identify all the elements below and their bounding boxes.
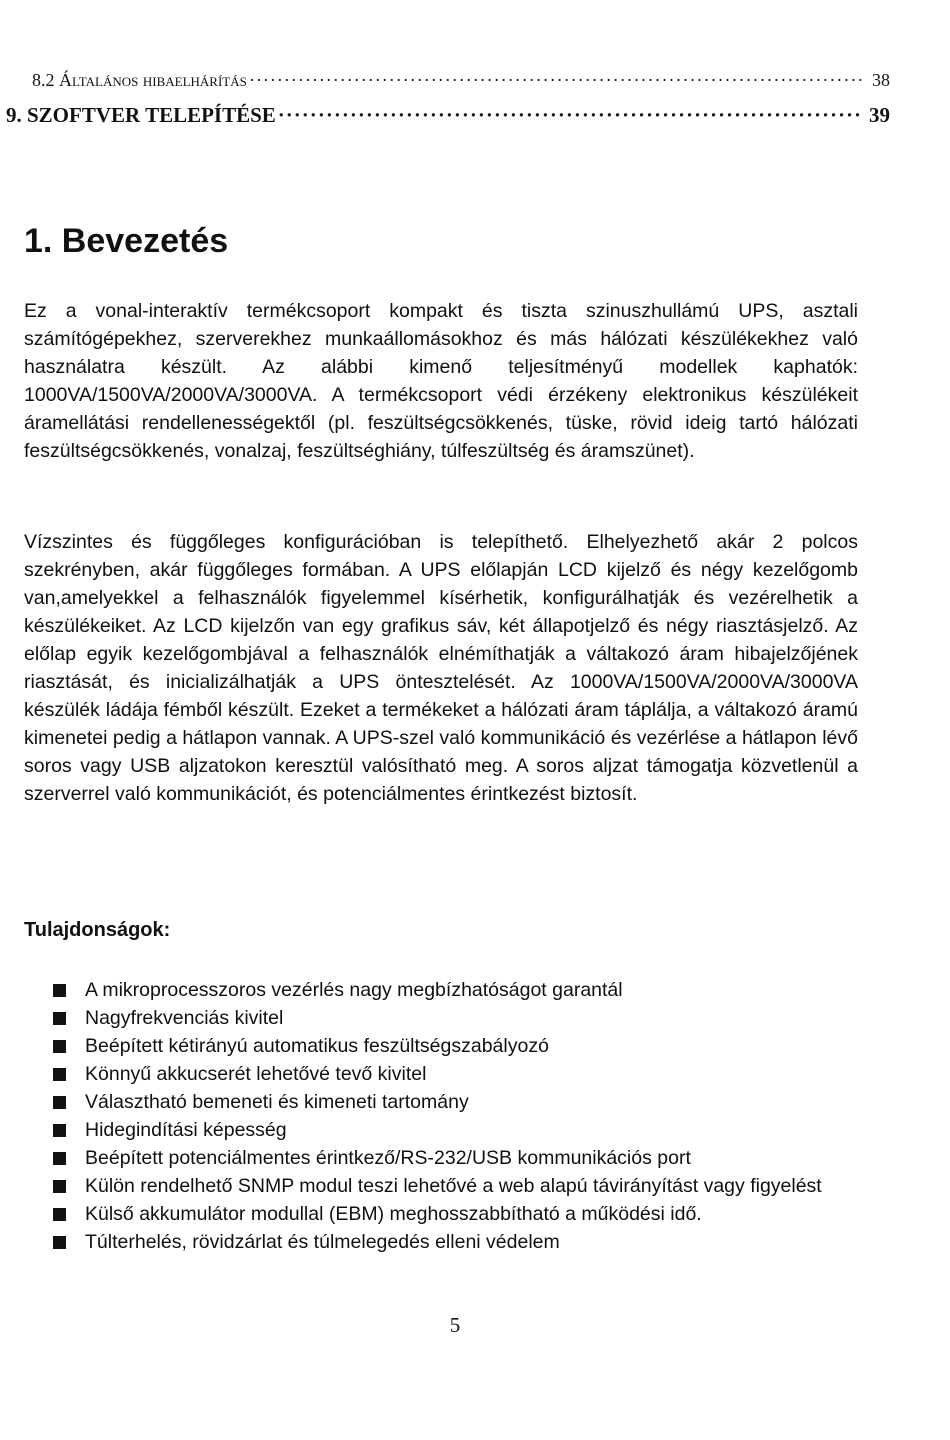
list-item	[50, 1060, 895, 1088]
feature-text: Hidegindítási képesség	[85, 1119, 287, 1141]
square-bullet-icon	[53, 1040, 66, 1053]
section-title: 1. Bevezetés	[24, 222, 229, 260]
feature-text: Beépített potenciálmentes érintkező/RS-232/USB kommunikációs port	[85, 1147, 691, 1169]
feature-text: Külső akkumulátor modullal (EBM) meghosszabbítható a működési idő.	[85, 1203, 702, 1225]
list-item	[50, 1172, 895, 1200]
list-item	[50, 1004, 895, 1032]
page-number: 5	[449, 1313, 461, 1337]
description-paragraph: Vízszintes és függőleges konfigurációban is telepíthető. Elhelyezhető akár 2 polcos szekrényben, akár függőleges formában. A UPS előlapján LCD kijelző és négy kezelőgomb van,amelyekkel a felhasználók figyelemmel kísérhetik, konfigurálhatják és vezérelhetik a készülékeiket. Az LCD kijelzőn van egy grafikus sáv, két állapotjelző és négy riasztásjelző. Az előlap egyik kezelőgombjával a felhasználók elnémíthatják a váltakozó áram hibajelzőjének riasztását, és inicializálhatják a UPS öntesztelését. Az 1000VA/1500VA/2000VA/3000VA készülék ládája fémből készült. Ezeket a termékeket a hálózati áram táplálja, a váltakozó áramú kimenetei pedig a hátlapon vannak. A UPS-szel való kommunikáció és vezérlése a hátlapon lévő soros vagy USB aljzatokon keresztül valósítható meg. A soros aljzat támogatja közvetlenül a szerverrel való kommunikációt, és potenciálmentes érintkezést biztosít.	[24, 531, 858, 805]
square-bullet-icon	[53, 1152, 66, 1165]
toc-entry-general-troubleshooting[interactable]	[32, 70, 890, 91]
feature-text: Nagyfrekvenciás kivitel	[85, 1007, 284, 1029]
toc-entry-title: 9. SZOFTVER TELEPÍTÉSE	[6, 103, 276, 127]
list-item	[50, 1032, 895, 1060]
toc-entry-page: 38	[872, 70, 890, 90]
list-item	[50, 1228, 895, 1256]
square-bullet-icon	[53, 1068, 66, 1081]
square-bullet-icon	[53, 1236, 66, 1249]
features-heading: Tulajdonságok:	[24, 919, 171, 941]
list-item	[50, 1088, 895, 1116]
feature-text: A mikroprocesszoros vezérlés nagy megbízhatóságot garantál	[85, 979, 623, 1001]
square-bullet-icon	[53, 984, 66, 997]
list-item	[50, 1116, 895, 1144]
list-item	[50, 1144, 895, 1172]
toc-dot-leader	[249, 70, 866, 91]
toc-entry-software-install[interactable]	[6, 103, 890, 128]
feature-text: Könnyű akkucserét lehetővé tevő kivitel	[85, 1063, 427, 1085]
square-bullet-icon	[53, 1012, 66, 1025]
toc-dot-leader	[278, 103, 863, 128]
features-list	[50, 976, 895, 1256]
feature-text: Választható bemeneti és kimeneti tartomány	[85, 1091, 469, 1113]
list-item	[50, 1200, 895, 1228]
square-bullet-icon	[53, 1124, 66, 1137]
intro-paragraph: Ez a vonal-interaktív termékcsoport kompakt és tiszta szinuszhullámú UPS, asztali számítógépekhez, szerverekhez munkaállomásokhoz és más hálózati készülékekhez való használatra készült. Az alábbi kimenő teljesítményű modellek kaphatók: 1000VA/1500VA/2000VA/3000VA. A termékcsoport védi érzékeny elektronikus készülékeit áramellátási rendellenességektől (pl. feszültségcsökkenés, tüske, rövid ideig tartó hálózati feszültségcsökkenés, vonalzaj, feszültséghiány, túlfeszültség és áramszünet).	[24, 300, 858, 462]
feature-text: Külön rendelhető SNMP modul teszi lehetővé a web alapú távirányítást vagy figyelést	[85, 1175, 822, 1197]
list-item	[50, 976, 895, 1004]
feature-text: Túlterhelés, rövidzárlat és túlmelegedés elleni védelem	[85, 1231, 560, 1253]
toc-entry-title: 8.2 Általános hibaelhárítás	[32, 70, 247, 90]
square-bullet-icon	[53, 1180, 66, 1193]
square-bullet-icon	[53, 1208, 66, 1221]
square-bullet-icon	[53, 1096, 66, 1109]
toc-entry-page: 39	[869, 103, 890, 127]
feature-text: Beépített kétirányú automatikus feszültségszabályozó	[85, 1035, 549, 1057]
